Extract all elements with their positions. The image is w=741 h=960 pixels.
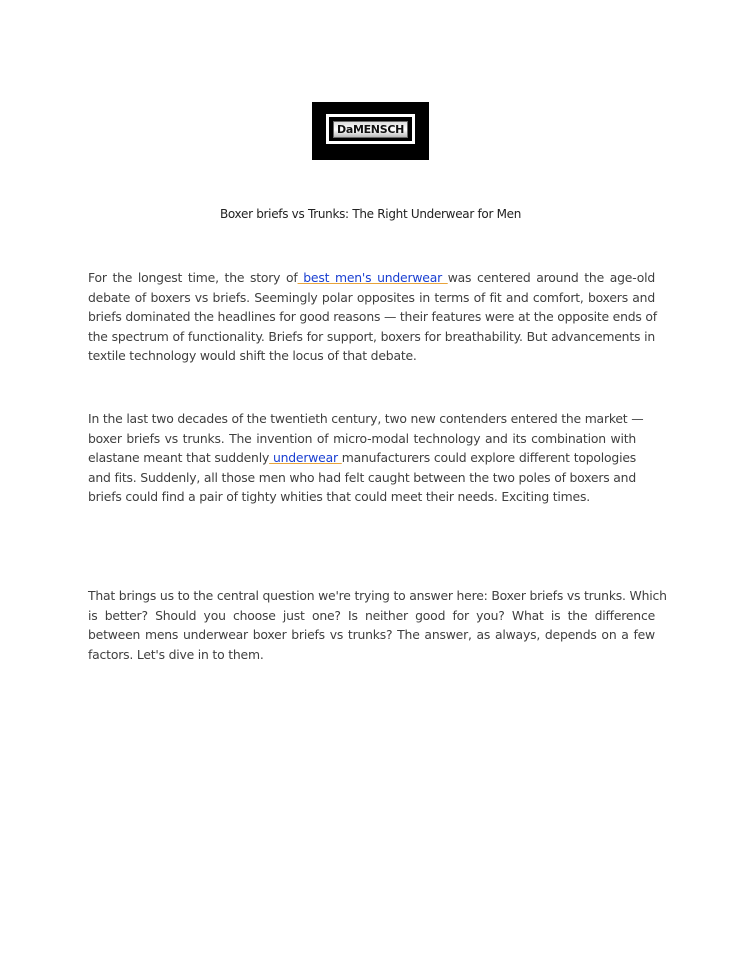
text-line: debate of boxers vs briefs. Seemingly polar opposites in terms of fit and comfort, boxers and xyxy=(88,289,655,305)
text-line xyxy=(88,268,655,288)
text-line xyxy=(88,448,636,468)
text-line: boxer briefs vs trunks. The invention of micro-modal technology and its combination with xyxy=(88,430,636,446)
paragraph-2 xyxy=(88,409,644,507)
text-line: In the last two decades of the twentieth century, two new contenders entered the market — xyxy=(88,411,644,426)
text-segment: elastane meant that suddenly xyxy=(88,450,270,465)
text-line: between mens underwear boxer briefs vs trunks? The answer, as always, depends on a few xyxy=(88,627,655,642)
paragraph-1 xyxy=(88,268,655,366)
text-line: briefs could find a pair of tighty whities that could meet their needs. Exciting times. xyxy=(88,489,590,504)
document-title: Boxer briefs vs Trunks: The Right Underwear for Men xyxy=(219,207,522,221)
text-line: is better? Should you choose just one? Is neither good for you? What is the difference xyxy=(88,607,655,623)
text-segment: For the longest time, the story of xyxy=(88,270,298,285)
damensch-logo xyxy=(312,102,429,160)
text-segment: was centered around the age-old xyxy=(447,270,655,285)
text-line: factors. Let's dive in to them. xyxy=(88,646,264,662)
inline-link[interactable]: underwear xyxy=(269,450,342,465)
text-line: textile technology would shift the locus of that debate. xyxy=(88,348,417,363)
text-segment: manufacturers could explore different topologies xyxy=(341,450,636,465)
text-line: That brings us to the central question we're trying to answer here: Boxer briefs vs trunks. Which xyxy=(88,588,667,603)
text-line: briefs dominated the headlines for good reasons — their features were at the opposite ends of xyxy=(88,309,657,324)
paragraph-3 xyxy=(88,586,667,664)
inline-link[interactable]: best men's underwear xyxy=(297,270,448,285)
text-line: the spectrum of functionality. Briefs for support, boxers for breathability. But advancements in xyxy=(88,328,655,344)
logo-text: DaMENSCH xyxy=(333,121,408,138)
text-line: and fits. Suddenly, all those men who had felt caught between the two poles of boxers and xyxy=(88,469,636,485)
